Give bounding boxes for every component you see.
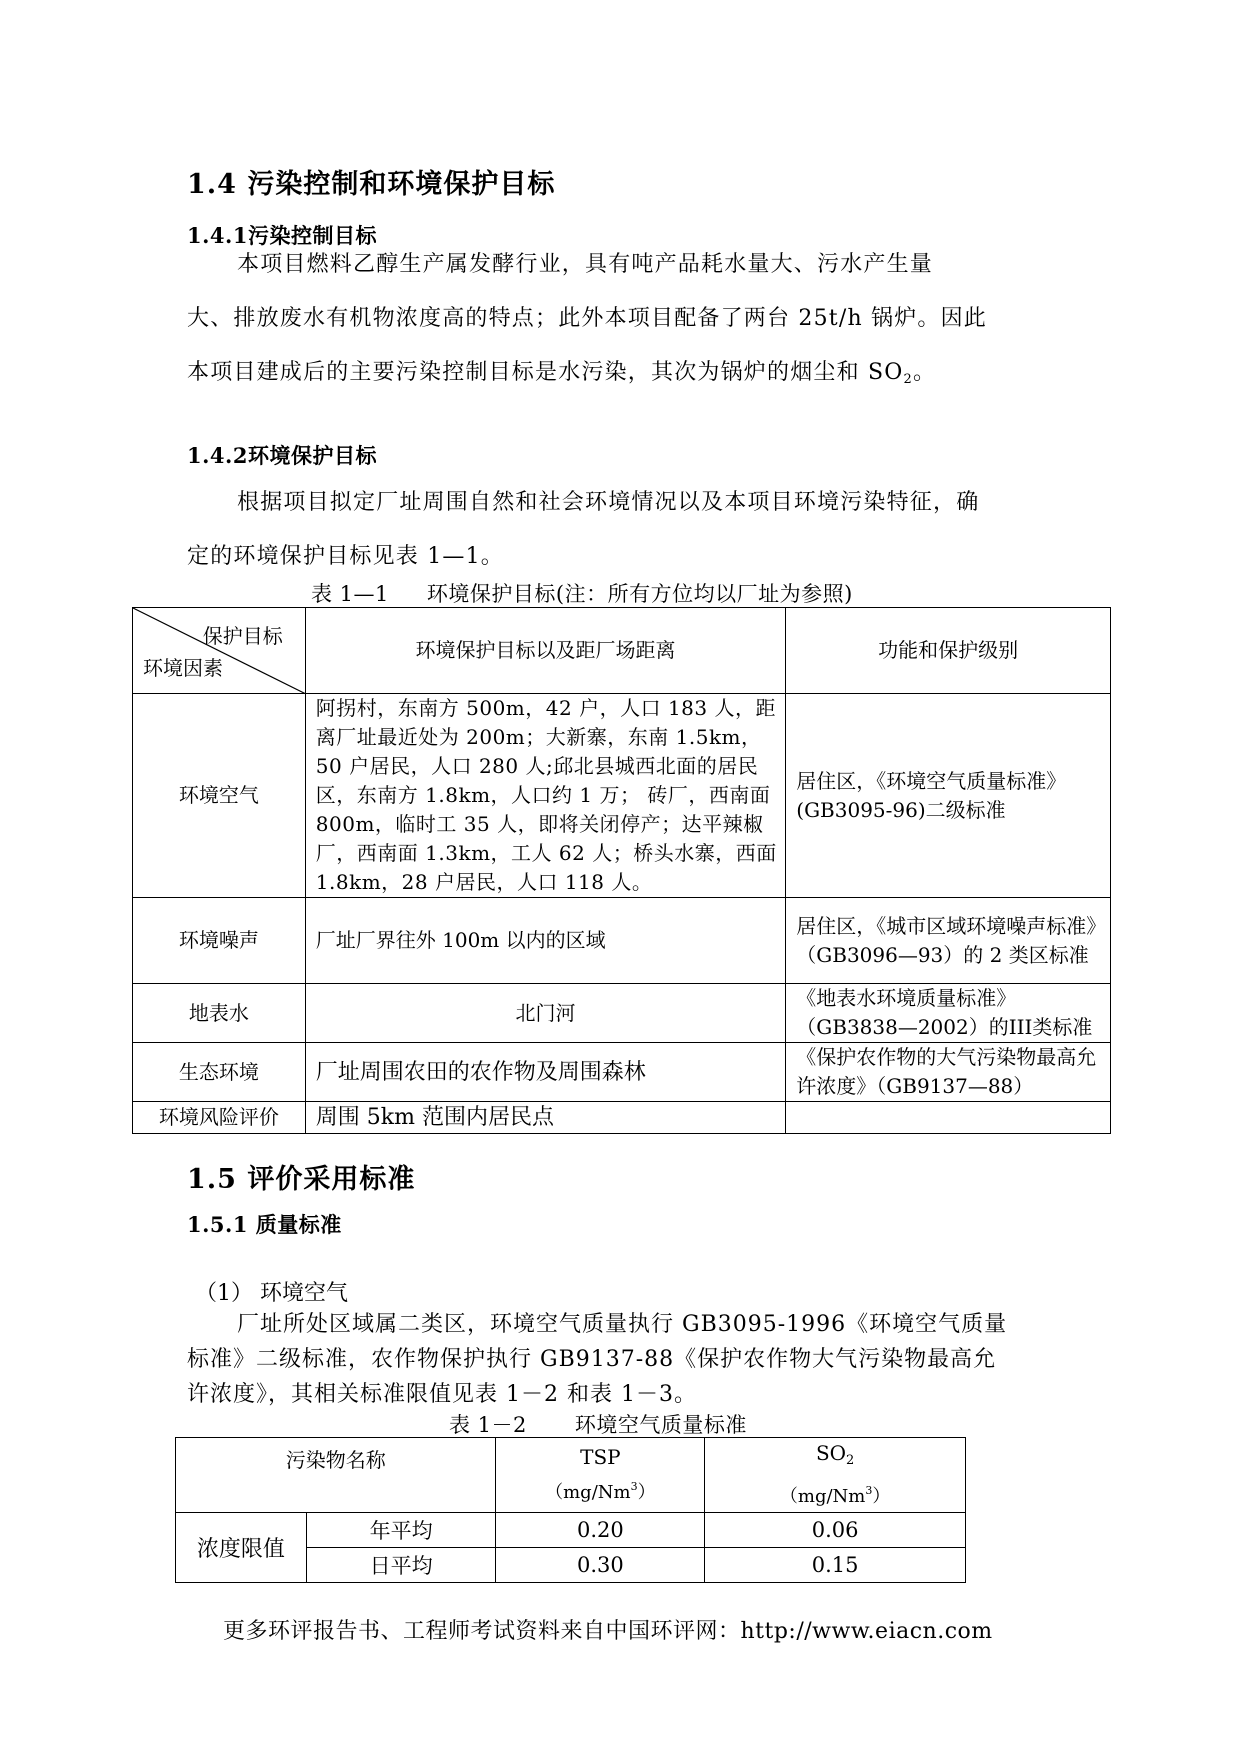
item-1-title: （1） 环境空气 bbox=[195, 1281, 348, 1306]
section-1-4-1-paragraph bbox=[187, 238, 1087, 407]
section-1-5-1-title: 1.5.1 质量标准 bbox=[187, 1212, 342, 1237]
paragraph-line: 厂址所处区域属二类区，环境空气质量执行 GB3095-1996《环境空气质量 bbox=[237, 1312, 1008, 1337]
header-protection-target: 保护目标 bbox=[202, 624, 283, 648]
target-cell: 阿拐村，东南方 500m，42 户，人口 183 人，距离厂址最近处为 200m；大新寨，东南 1.5km，50 户居民，人口 280 人;邱北县城西北面的居民区，东南方 1.8km，人口约 1 万； 砖厂，西南面 800m，临时工 35 人，即将关闭停产；达平辣椒厂，西南面 1.3km，工人 62 人；桥头水寨，西面 1.8km，28 户居民，人口 118 人。 bbox=[305, 694, 785, 898]
period-cell: 年平均 bbox=[306, 1513, 496, 1548]
paragraph-line: 许浓度》，其相关标准限值见表 1－2 和表 1－3。 bbox=[187, 1382, 697, 1407]
tsp-value-cell: 0.30 bbox=[496, 1548, 705, 1583]
table-row bbox=[176, 1513, 966, 1548]
period-cell: 日平均 bbox=[306, 1548, 496, 1583]
ambient-air-quality-table bbox=[175, 1437, 966, 1583]
page-footer: 更多环评报告书、工程师考试资料来自中国环评网：http://www.eiacn.com bbox=[223, 1619, 993, 1644]
factor-cell: 地表水 bbox=[133, 984, 306, 1043]
header-so2: $SO_2$ （mg/Nm$^3$） bbox=[705, 1438, 966, 1513]
level-cell: 居住区，《城市区域环境噪声标准》（GB3096—93）的 2 类区标准 bbox=[786, 898, 1111, 984]
level-cell: 《保护农作物的大气污染物最高允许浓度》（GB9137—88） bbox=[786, 1043, 1111, 1102]
section-1-5-title: 1.5 评价采用标准 bbox=[187, 1164, 416, 1195]
table-row bbox=[133, 984, 1111, 1043]
so2-value-cell: 0.06 bbox=[705, 1513, 966, 1548]
factor-cell: 环境空气 bbox=[133, 694, 306, 898]
table-header-row bbox=[176, 1438, 966, 1513]
environmental-protection-targets-table bbox=[132, 607, 1111, 1134]
section-1-4-2-paragraph bbox=[187, 476, 1087, 584]
section-1-4-1-title: 1.4.1污染控制目标 bbox=[187, 223, 377, 248]
table-1-2-caption: 表 1－2 环境空气质量标准 bbox=[449, 1413, 747, 1437]
diagonal-header-cell bbox=[133, 608, 306, 694]
section-1-4-title: 1.4 污染控制和环境保护目标 bbox=[187, 169, 556, 200]
target-cell: 厂址周围农田的农作物及周围森林 bbox=[305, 1043, 785, 1102]
item-1-paragraph bbox=[187, 1307, 1087, 1412]
level-cell: 《地表水环境质量标准》（GB3838—2002）的III类标准 bbox=[786, 984, 1111, 1043]
header-pollutant-name: 污染物名称 bbox=[176, 1438, 496, 1513]
section-1-4-2-title: 1.4.2环境保护目标 bbox=[187, 443, 377, 468]
factor-cell: 环境噪声 bbox=[133, 898, 306, 984]
table-row bbox=[133, 1102, 1111, 1134]
table-row bbox=[133, 1043, 1111, 1102]
table-header-row bbox=[133, 608, 1111, 694]
target-cell: 北门河 bbox=[305, 984, 785, 1043]
so2-value-cell: 0.15 bbox=[705, 1548, 966, 1583]
header-environmental-factor: 环境因素 bbox=[143, 656, 223, 680]
target-cell: 周围 5km 范围内居民点 bbox=[305, 1102, 785, 1134]
paragraph-line: 定的环境保护目标见表 1—1。 bbox=[187, 544, 504, 569]
header-tsp: TSP （mg/Nm$^3$） bbox=[496, 1438, 705, 1513]
paragraph-line: 大、排放废水有机物浓度高的特点；此外本项目配备了两台 25t/h 锅炉。因此 bbox=[187, 306, 988, 331]
paragraph-line: 标准》二级标准，农作物保护执行 GB9137-88《保护农作物大气污染物最高允 bbox=[187, 1347, 997, 1372]
table-row bbox=[133, 694, 1111, 898]
paragraph-line: 本项目建成后的主要污染控制目标是水污染，其次为锅炉的烟尘和 $SO_2$。 bbox=[187, 360, 937, 387]
target-cell: 厂址厂界往外 100m 以内的区域 bbox=[305, 898, 785, 984]
level-cell: 居住区，《环境空气质量标准》(GB3095-96)二级标准 bbox=[786, 694, 1111, 898]
table-row bbox=[133, 898, 1111, 984]
concentration-limit-cell: 浓度限值 bbox=[176, 1513, 307, 1583]
table-1-1-caption: 表 1—1 环境保护目标(注：所有方位均以厂址为参照) bbox=[311, 582, 853, 606]
header-targets-distance: 环境保护目标以及距厂场距离 bbox=[305, 608, 785, 694]
factor-cell: 环境风险评价 bbox=[133, 1102, 306, 1134]
level-cell bbox=[786, 1102, 1111, 1134]
paragraph-line: 本项目燃料乙醇生产属发酵行业，具有吨产品耗水量大、污水产生量 bbox=[237, 252, 934, 277]
factor-cell: 生态环境 bbox=[133, 1043, 306, 1102]
paragraph-line: 根据项目拟定厂址周围自然和社会环境情况以及本项目环境污染特征，确 bbox=[237, 490, 980, 515]
header-function-level: 功能和保护级别 bbox=[786, 608, 1111, 694]
tsp-value-cell: 0.20 bbox=[496, 1513, 705, 1548]
